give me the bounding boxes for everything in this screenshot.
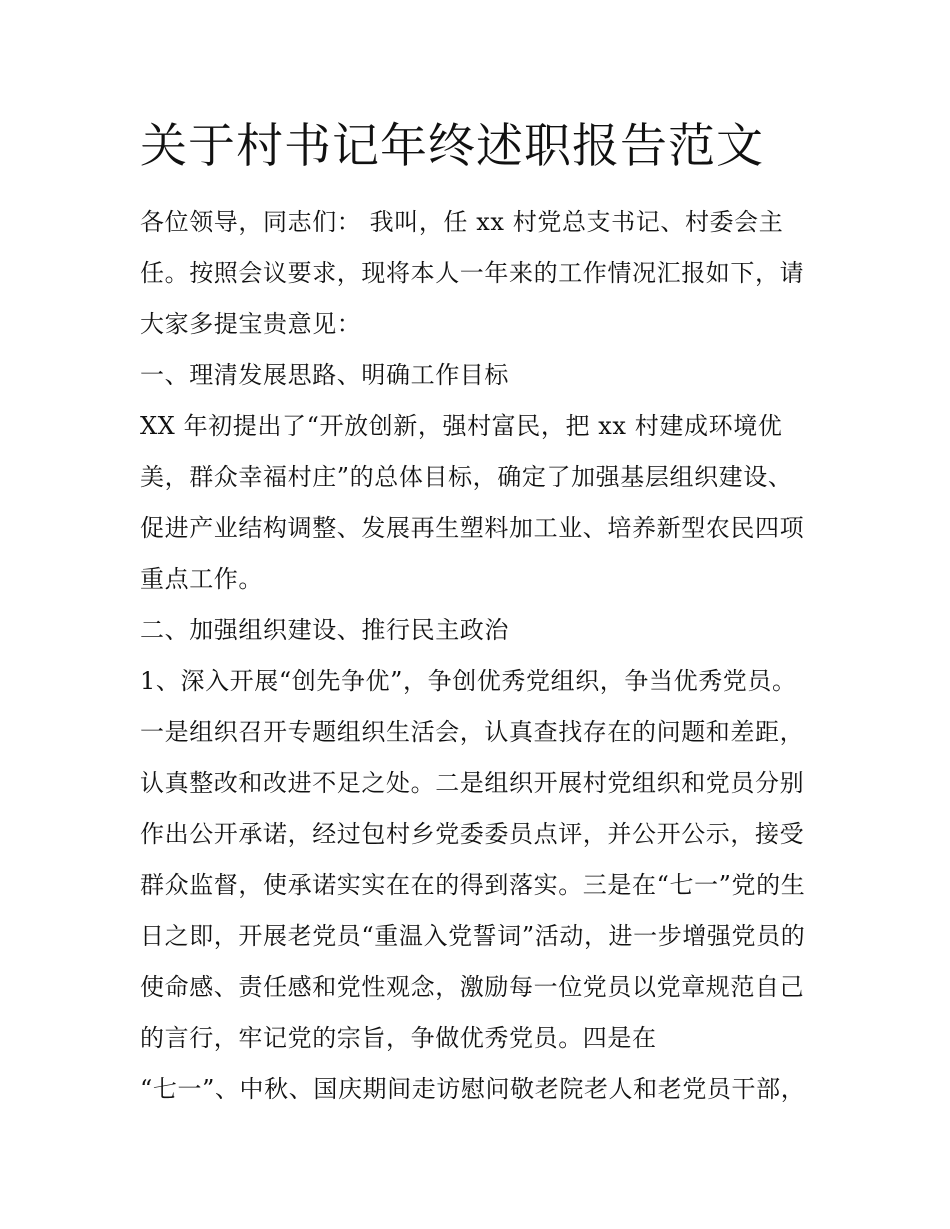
paragraph-line: 认真整改和改进不足之处。二是组织开展村党组织和党员分别 (140, 769, 805, 797)
paragraph-line: 各位领导，同志们： 我叫，任 xx 村党总支书记、村委会主 (140, 208, 784, 236)
paragraph-line: 作出公开承诺，经过包村乡党委委员点评，并公开公示，接受 (140, 820, 805, 848)
paragraph-line: 群众监督，使承诺实实在在的得到落实。三是在“七一”党的生 (140, 871, 806, 899)
paragraph-line: XX 年初提出了“开放创新，强村富民，把 xx 村建成环境优 (140, 412, 783, 440)
section-heading: 一、理清发展思路、明确工作目标 (140, 361, 509, 389)
subsection-heading: 1、深入开展“创先争优”，争创优秀党组织，争当优秀党员。 (140, 667, 797, 695)
paragraph-line: 日之即，开展老党员“重温入党誓词”活动，进一步增强党员的 (140, 922, 806, 950)
paragraph-line: “七一”、中秋、国庆期间走访慰问敬老院老人和老党员干部， (140, 1075, 806, 1103)
section-heading: 二、加强组织建设、推行民主政治 (140, 616, 509, 644)
paragraph-line: 的言行，牢记党的宗旨，争做优秀党员。四是在 (140, 1024, 657, 1052)
paragraph-line: 任。按照会议要求，现将本人一年来的工作情况汇报如下，请 (140, 259, 805, 287)
paragraph-line: 大家多提宝贵意见： (140, 310, 362, 338)
paragraph-line: 使命感、责任感和党性观念，激励每一位党员以党章规范自己 (140, 973, 805, 1001)
document-title: 关于村书记年终述职报告范文 (140, 119, 764, 174)
paragraph-line: 美，群众幸福村庄”的总体目标，确定了加强基层组织建设、 (140, 463, 793, 491)
paragraph-line: 重点工作。 (140, 565, 263, 593)
paragraph-line: 促进产业结构调整、发展再生塑料加工业、培养新型农民四项 (140, 514, 805, 542)
paragraph-line: 一是组织召开专题组织生活会，认真查找存在的问题和差距， (140, 718, 805, 746)
